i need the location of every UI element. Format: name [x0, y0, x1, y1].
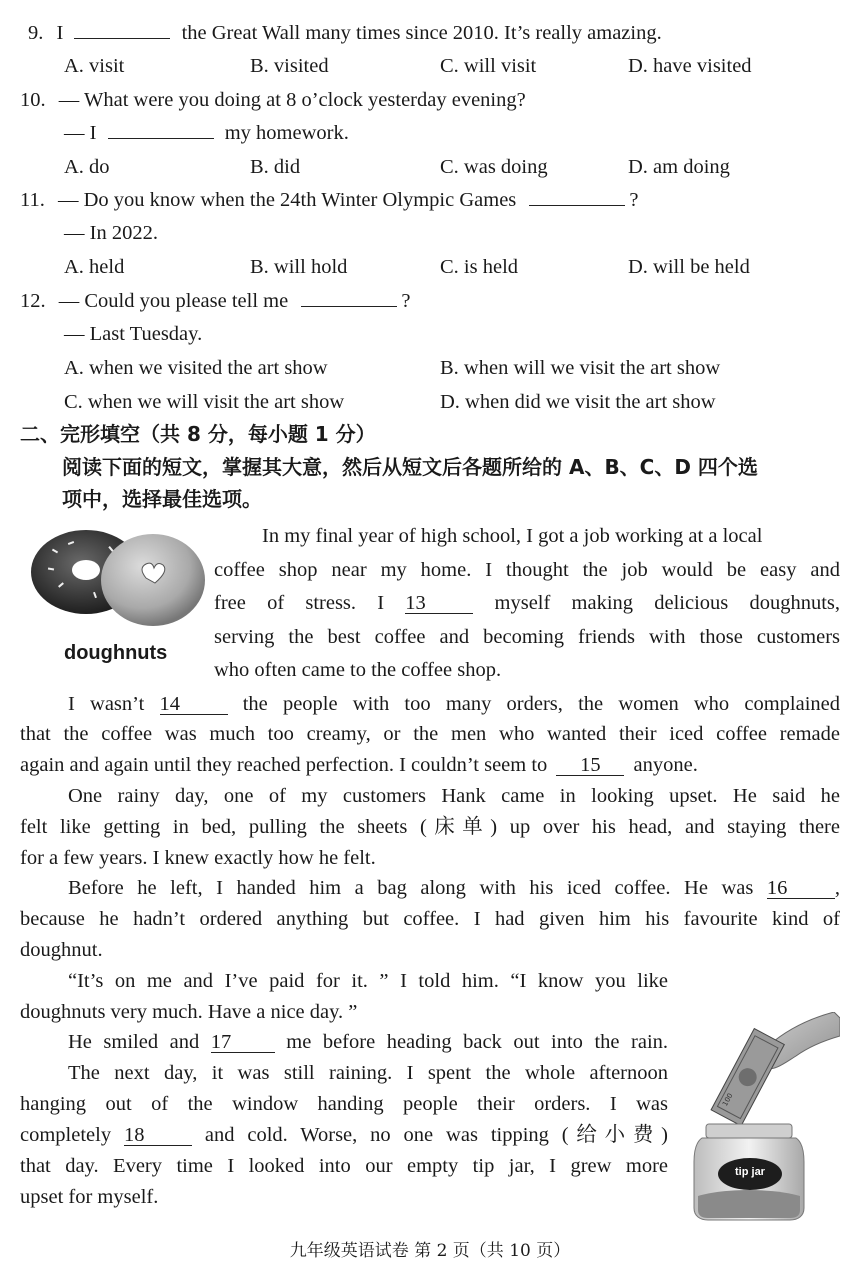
passage-line: because he hadn’t ordered anything but coffee. I had given him his favourite kind of	[20, 908, 840, 930]
option-c: C. when we will visit the art show	[64, 391, 345, 413]
passage-line: coffee shop near my home. I thought the job would be easy and	[214, 559, 840, 581]
option-a: A. held	[64, 256, 125, 278]
option-d: D. have visited	[628, 55, 752, 77]
blank-13: 13	[405, 593, 473, 614]
blank-16: 16	[767, 878, 835, 899]
question-text: I	[56, 22, 64, 44]
section-instruction: 阅读下面的短文，掌握其大意，然后从短文后各题所给的 A、B、C、D 四个选	[62, 455, 758, 479]
blank-14: 14	[160, 694, 228, 715]
question-text: my homework.	[224, 122, 349, 144]
svg-text:100: 100	[721, 1091, 735, 1108]
passage-text: ,	[834, 877, 840, 899]
passage-line	[68, 875, 840, 901]
question-9-stem	[28, 20, 662, 46]
question-text: — I	[64, 122, 97, 144]
passage-line	[20, 1122, 668, 1148]
passage-text: He smiled and	[68, 1031, 200, 1053]
passage-line: In my final year of high school, I got a job working at a local	[262, 525, 763, 547]
question-10-stem	[20, 87, 526, 113]
doughnuts-image	[28, 522, 208, 632]
passage-line: The next day, it was still raining. I spent the whole afternoon	[68, 1062, 668, 1084]
option-d: D. will be held	[628, 256, 750, 278]
passage-text: Before he left, I handed him a bag along with his iced coffee. He was	[68, 877, 754, 899]
passage-line	[214, 590, 840, 616]
question-number: 11.	[20, 189, 45, 211]
option-b: B. did	[250, 156, 301, 178]
passage-text: completely	[20, 1124, 112, 1146]
passage-line: that the coffee was much too creamy, or the men who wanted their iced coffee remade	[20, 723, 840, 745]
passage-line: upset for myself.	[20, 1186, 159, 1208]
question-text: — Do you know when the 24th Winter Olympic Games	[58, 189, 517, 211]
question-text: — What were you doing at 8 o’clock yesterday evening?	[58, 89, 526, 111]
section-heading: 二、完形填空（共 8 分，每小题 1 分）	[20, 422, 376, 446]
option-b: B. will hold	[250, 256, 348, 278]
passage-text: anyone.	[633, 754, 698, 776]
answer-blank	[529, 187, 625, 206]
passage-line: felt like getting in bed, pulling the sheets (床单) up over his head, and staying there	[20, 816, 840, 838]
option-b: B. visited	[250, 55, 329, 77]
question-text: ?	[401, 290, 411, 312]
passage-text: again and again until they reached perfection. I couldn’t seem to	[20, 754, 548, 776]
tip-jar-image	[684, 1012, 840, 1222]
passage-text: the people with too many orders, the women who complained	[242, 693, 841, 715]
option-d: D. am doing	[628, 156, 730, 178]
question-number: 12.	[20, 290, 46, 312]
section-instruction: 项中，选择最佳选项。	[62, 487, 262, 511]
answer-blank	[108, 120, 214, 139]
option-a: A. when we visited the art show	[64, 357, 328, 379]
passage-line: that day. Every time I looked into our empty tip jar, I grew more	[20, 1155, 668, 1177]
doughnuts-caption: doughnuts	[64, 642, 168, 664]
passage-line: serving the best coffee and becoming friends with those customers	[214, 626, 840, 648]
question-text: — Could you please tell me	[58, 290, 289, 312]
passage-text: and cold. Worse, no one was tipping (给小费)	[204, 1124, 668, 1146]
passage-line: for a few years. I knew exactly how he felt.	[20, 847, 376, 869]
passage-line: “It’s on me and I’ve paid for it. ” I told him. “I know you like	[68, 970, 668, 992]
question-11-stem	[20, 187, 639, 213]
option-c: C. will visit	[440, 55, 537, 77]
passage-text: I wasn’t	[68, 693, 145, 715]
blank-17: 17	[211, 1032, 275, 1053]
passage-line	[68, 691, 840, 717]
option-a: A. do	[64, 156, 110, 178]
question-12-answer-line: — Last Tuesday.	[64, 323, 203, 345]
tip-jar-label: tip jar	[735, 1166, 765, 1178]
blank-18: 18	[124, 1125, 192, 1146]
passage-line	[68, 1029, 668, 1055]
question-10-answer-line	[64, 120, 349, 146]
passage-text: free of stress. I	[214, 592, 385, 614]
passage-text: myself making delicious doughnuts,	[494, 592, 840, 614]
question-11-answer-line: — In 2022.	[64, 222, 158, 244]
question-number: 10.	[20, 89, 46, 111]
answer-blank	[301, 288, 397, 307]
passage-line: doughnut.	[20, 939, 103, 961]
blank-15: 15	[556, 755, 624, 776]
option-d: D. when did we visit the art show	[440, 391, 716, 413]
passage-line	[20, 752, 698, 778]
question-number: 9.	[28, 22, 44, 44]
passage-line: doughnuts very much. Have a nice day. ”	[20, 1001, 358, 1023]
option-c: C. is held	[440, 256, 519, 278]
option-c: C. was doing	[440, 156, 548, 178]
passage-text: me before heading back out into the rain.	[286, 1031, 669, 1053]
option-b: B. when will we visit the art show	[440, 357, 721, 379]
question-text: ?	[629, 189, 639, 211]
passage-line: who often came to the coffee shop.	[214, 659, 502, 681]
option-a: A. visit	[64, 55, 125, 77]
answer-blank	[74, 20, 170, 39]
passage-line: hanging out of the window handing people their orders. I was	[20, 1093, 668, 1115]
page-footer: 九年级英语试卷 第 2 页（共 10 页）	[289, 1241, 571, 1261]
passage-line: One rainy day, one of my customers Hank came in looking upset. He said he	[68, 785, 840, 807]
question-12-stem	[20, 288, 410, 314]
question-text: the Great Wall many times since 2010. It’s really amazing.	[181, 22, 662, 44]
